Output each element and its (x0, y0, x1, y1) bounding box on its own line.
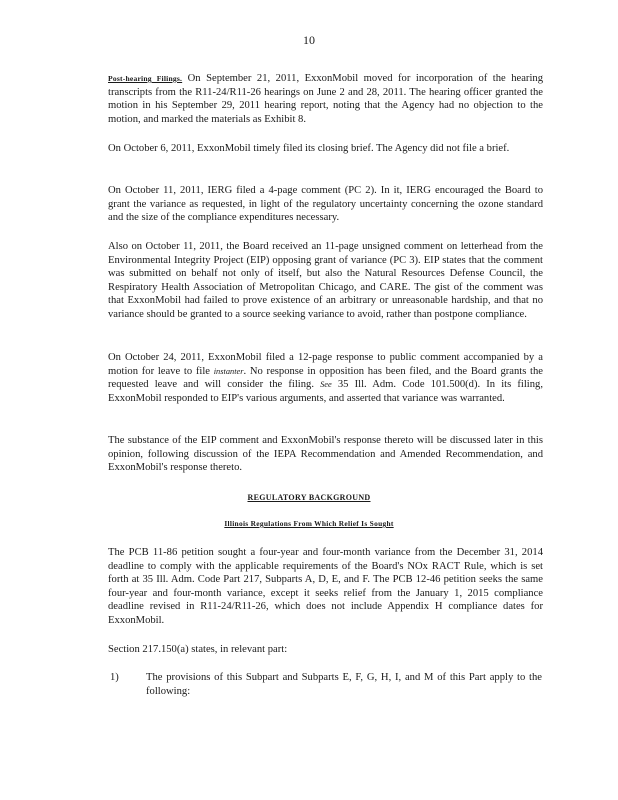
instanter-italic: instanter (213, 366, 244, 376)
paragraph-exxon-response (108, 351, 543, 405)
heading-illinois-regulations: Illinois Regulations From Which Relief Is Sought (224, 519, 394, 528)
substance-text: The substance of the EIP comment and ExxonMobil's response thereto will be discussed later in this opinion, following discussion of the IEPA Recommendation and Amended Recommendation, and ExxonMobil's response thereto. (108, 435, 543, 474)
paragraph-eip-comment (108, 240, 543, 322)
paragraph-substance (108, 434, 543, 475)
paragraph-pcb-petition (108, 546, 543, 628)
response-text-a: On October 24, 2011, ExxonMobil filed a 12-page response to public comment accompanied by a motion for leave to file (108, 352, 543, 377)
paragraph-post-hearing (108, 72, 543, 126)
see-italic: See (320, 380, 332, 390)
ierg-comment-text: On October 11, 2011, IERG filed a 4-page comment (PC 2). In it, IERG encouraged the Board to grant the variance as requested, in light of the regulatory uncertainty concerning the ozone standard and the size of the compliance expenditures necessary. (108, 185, 543, 224)
section-intro-text: Section 217.150(a) states, in relevant part: (108, 644, 288, 655)
list-number: 1) (110, 672, 119, 683)
pcb-petition-text: The PCB 11-86 petition sought a four-year and four-month variance from the December 31, 2014 deadline to comply with the applicable requirements of the Board's NOx RACT Rule, which is set forth at 35 Ill. Adm. Code Part 217, Subparts A, D, E, and F. The PCB 12-46 petition seeks the same four-year and four-month variance, except it seeks relief from the January 1, 2015 compliance deadline revised in R11-24/R11-26, which does not include Appendix H compliance dates for ExxonMobil. (108, 547, 543, 626)
post-hearing-subheading: Post-hearing Filings. (108, 74, 183, 83)
response-text-c: 35 Ill. Adm. Code 101.500(d). In its filing, ExxonMobil responded to EIP's various arguments, and asserted that variance was warranted. (108, 379, 543, 404)
paragraph-section-intro (108, 643, 543, 657)
heading-regulatory-background: REGULATORY BACKGROUND (247, 493, 371, 502)
paragraph-ierg-comment (108, 184, 543, 225)
list-text: The provisions of this Subpart and Subparts E, F, G, H, I, and M of this Part apply to the following: (146, 672, 542, 697)
response-text-b: . No response in opposition has been filed, and the Board grants the requested leave and will consider the filing. (108, 365, 543, 391)
paragraph-closing-brief (108, 142, 543, 156)
page-number: 10 (303, 33, 315, 47)
post-hearing-body: On September 21, 2011, ExxonMobil moved for incorporation of the hearing transcripts from the R11-24/R11-26 hearings on June 2 and 28, 2011. The hearing officer granted the motion in his September 29, 2011 hearing report, noting that the Agency had no objection to the motion, and marked the materials as Exhibit 8. (108, 73, 543, 125)
closing-brief-text: On October 6, 2011, ExxonMobil timely filed its closing brief. The Agency did not file a brief. (108, 143, 510, 154)
eip-comment-text: Also on October 11, 2011, the Board received an 11-page unsigned comment on letterhead from the Environmental Integrity Project (EIP) opposing grant of variance (PC 3). EIP states that the comment was submitted on behalf not only of itself, but also the Natural Resources Defense Council, the Respiratory Health Association of Metropolitan Chicago, and CARE. The gist of the comment was that ExxonMobil had failed to prove existence of an arbitrary or unreasonable hardship, and that no variance should be granted to a source seeking variance to avoid, rather than postpone compliance. (108, 241, 543, 320)
